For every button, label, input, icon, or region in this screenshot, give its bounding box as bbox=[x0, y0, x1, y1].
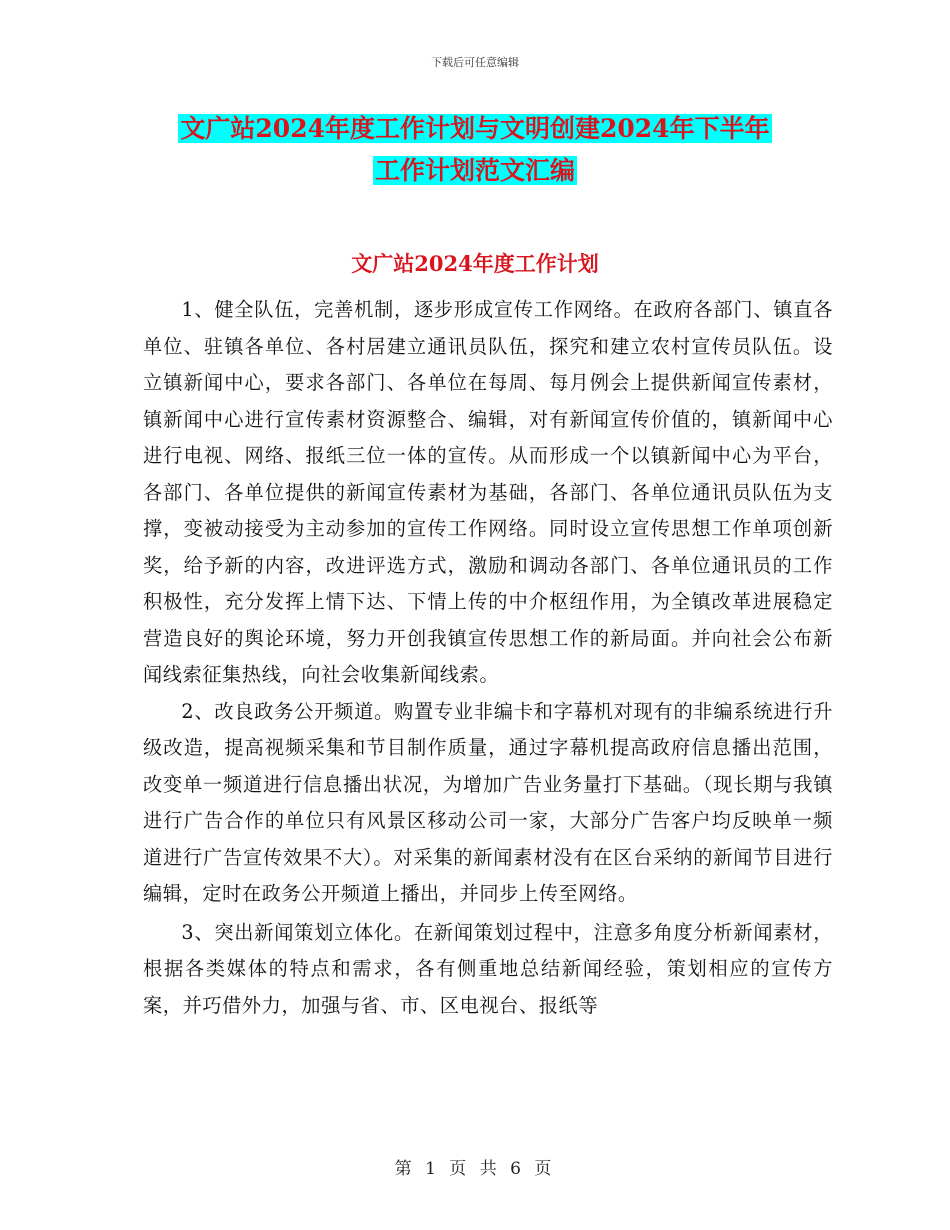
document-title bbox=[0, 108, 950, 192]
paragraph-3: 3、突出新闻策划立体化。在新闻策划过程中，注意多角度分析新闻素材，根据各类媒体的特点和需求，各有侧重地总结新闻经验，策划相应的宣传方案，并巧借外力，加强与省、市、区电视台、报纸等 bbox=[143, 920, 833, 1017]
document-body bbox=[143, 292, 833, 1024]
paragraph-1: 1、健全队伍，完善机制，逐步形成宣传工作网络。在政府各部门、镇直各单位、驻镇各单位、各村居建立通讯员队伍，探究和建立农村宣传员队伍。设立镇新闻中心，要求各部门、各单位在每周、每月例会上提供新闻宣传素材，镇新闻中心进行宣传素材资源整合、编辑，对有新闻宣传价值的，镇新闻中心进行电视、网络、报纸三位一体的宣传。从而形成一个以镇新闻中心为平台，各部门、各单位提供的新闻宣传素材为基础，各部门、各单位通讯员队伍为支撑，变被动接受为主动参加的宣传工作网络。同时设立宣传思想工作单项创新奖，给予新的内容，改进评选方式，激励和调动各部门、各单位通讯员的工作积极性，充分发挥上情下达、下情上传的中介枢纽作用，为全镇改革进展稳定营造良好的舆论环境，努力开创我镇宣传思想工作的新局面。并向社会公布新闻线索征集热线，向社会收集新闻线索。 bbox=[143, 298, 833, 686]
title-line-1: 文广站2024年度工作计划与文明创建2024年下半年 bbox=[180, 114, 770, 143]
page-footer: 第 1 页 共 6 页 bbox=[394, 1159, 556, 1179]
paragraph-2: 2、改良政务公开频道。购置专业非编卡和字幕机对现有的非编系统进行升级改造，提高视频采集和节目制作质量，通过字幕机提高政府信息播出范围，改变单一频道进行信息播出状况，为增加广告业务量打下基础。（现长期与我镇进行广告合作的单位只有风景区移动公司一家，大部分广告客户均反映单一频道进行广告宣传效果不大）。对采集的新闻素材没有在区台采纳的新闻节目进行编辑，定时在政务公开频道上播出，并同步上传至网络。 bbox=[143, 699, 833, 905]
section-title: 文广站2024年度工作计划 bbox=[351, 251, 599, 276]
title-line-2: 工作计划范文汇编 bbox=[374, 156, 575, 185]
header-note: 下载后可任意编辑 bbox=[431, 56, 519, 69]
